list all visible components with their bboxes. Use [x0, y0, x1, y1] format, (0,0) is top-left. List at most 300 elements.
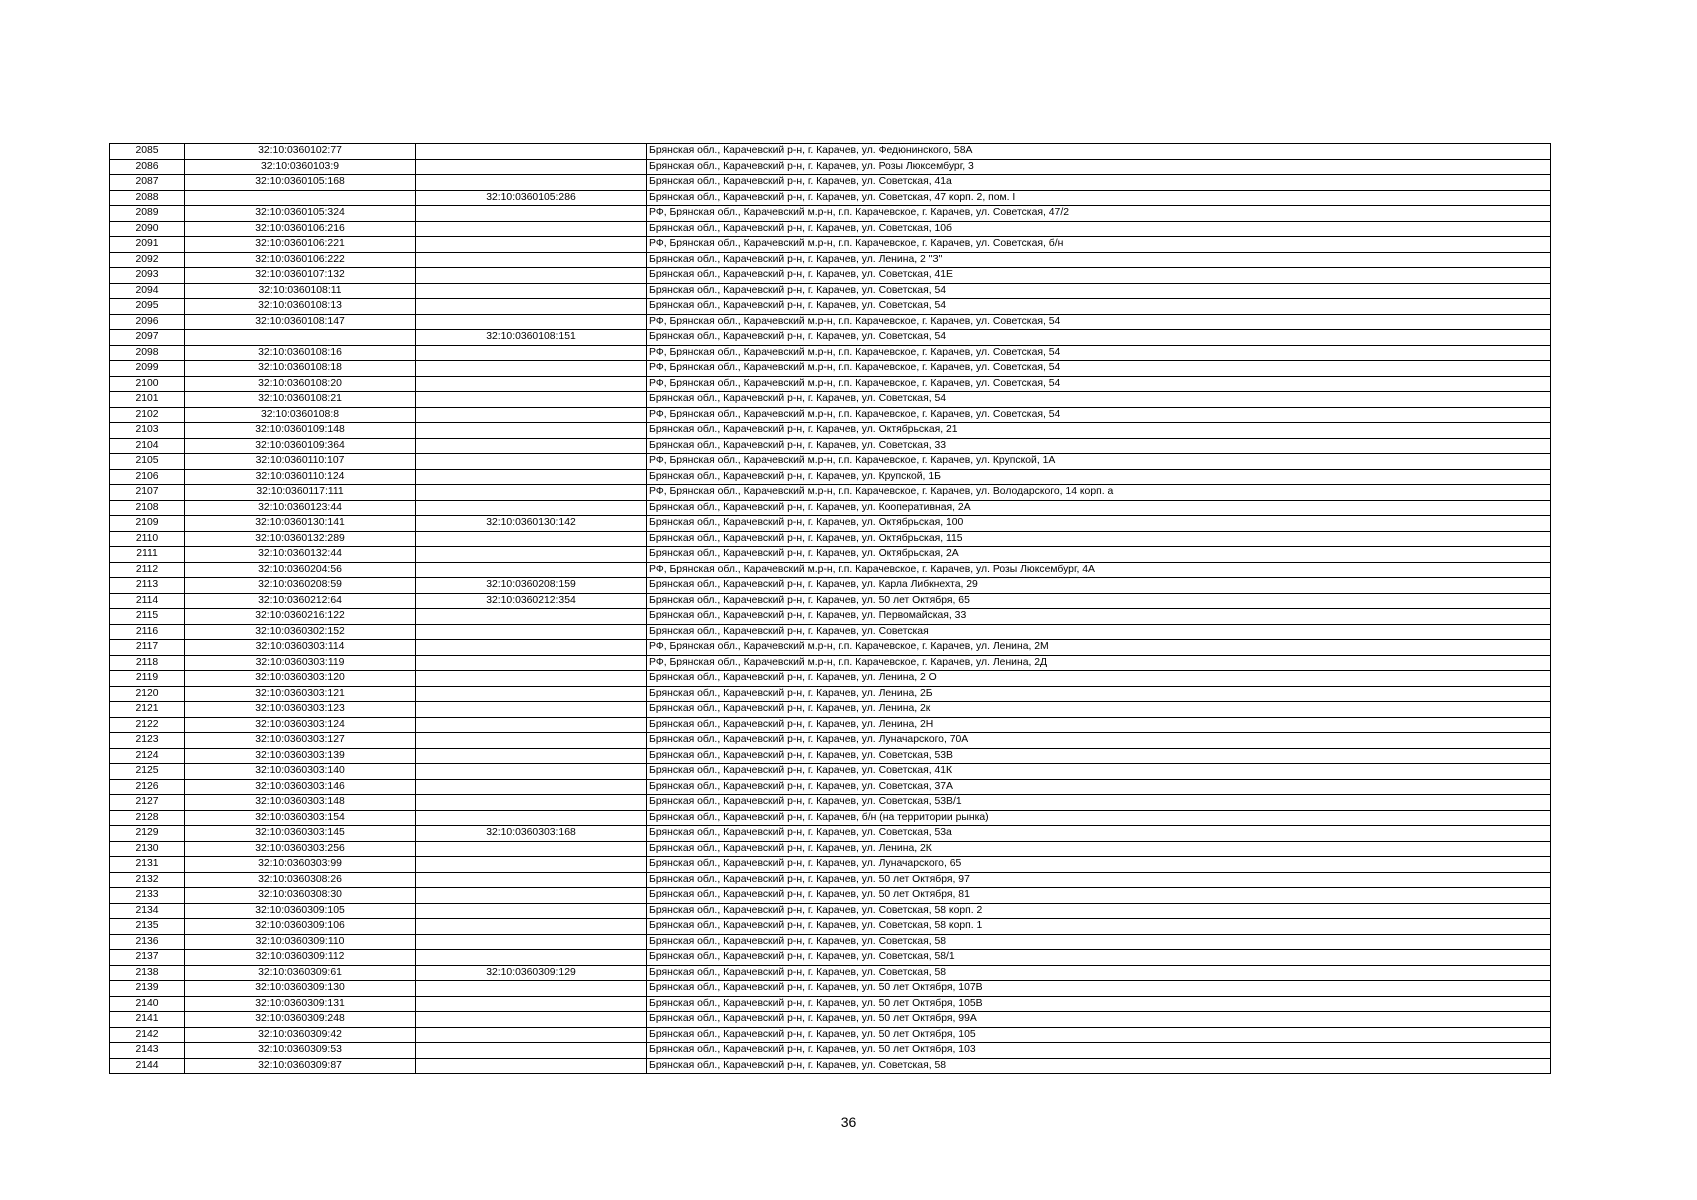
table-row [110, 717, 1551, 733]
address-cell: РФ, Брянская обл., Карачевский м.р-н, г.п. Карачевское, г. Карачев, ул. Розы Люксембург, 4А [647, 562, 1551, 578]
address-cell: Брянская обл., Карачевский р-н, г. Карачев, ул. Советская, 10б [647, 221, 1551, 237]
table-row [110, 578, 1551, 594]
address-cell: Брянская обл., Карачевский р-н, г. Карачев, ул. Ленина, 2Н [647, 717, 1551, 733]
table-row [110, 702, 1551, 718]
related-cadastral-number-cell [416, 779, 647, 795]
row-number-cell: 2093 [110, 268, 185, 284]
table-row [110, 547, 1551, 563]
address-cell: РФ, Брянская обл., Карачевский м.р-н, г.п. Карачевское, г. Карачев, ул. Советская, б/н [647, 237, 1551, 253]
address-cell: Брянская обл., Карачевский р-н, г. Карачев, ул. Советская, 58 [647, 1058, 1551, 1074]
address-cell: Брянская обл., Карачевский р-н, г. Карачев, ул. Октябрьская, 2А [647, 547, 1551, 563]
row-number-cell: 2125 [110, 764, 185, 780]
address-cell: Брянская обл., Карачевский р-н, г. Карачев, ул. 50 лет Октября, 81 [647, 888, 1551, 904]
related-cadastral-number-cell [416, 1027, 647, 1043]
registry-table-body [110, 144, 1551, 1074]
row-number-cell: 2114 [110, 593, 185, 609]
cadastral-number-cell: 32:10:0360308:26 [185, 872, 416, 888]
cadastral-number-cell: 32:10:0360108:147 [185, 314, 416, 330]
table-row [110, 609, 1551, 625]
related-cadastral-number-cell [416, 392, 647, 408]
address-cell: РФ, Брянская обл., Карачевский м.р-н, г.п. Карачевское, г. Карачев, ул. Советская, 54 [647, 314, 1551, 330]
address-cell: Брянская обл., Карачевский р-н, г. Карачев, ул. Кооперативная, 2А [647, 500, 1551, 516]
related-cadastral-number-cell [416, 702, 647, 718]
address-cell: Брянская обл., Карачевский р-н, г. Карачев, ул. Советская, 54 [647, 283, 1551, 299]
row-number-cell: 2136 [110, 934, 185, 950]
address-cell: Брянская обл., Карачевский р-н, г. Карачев, ул. Советская, 54 [647, 299, 1551, 315]
row-number-cell: 2096 [110, 314, 185, 330]
cadastral-number-cell: 32:10:0360108:11 [185, 283, 416, 299]
address-cell: Брянская обл., Карачевский р-н, г. Карачев, ул. Луначарского, 65 [647, 857, 1551, 873]
row-number-cell: 2092 [110, 252, 185, 268]
table-row [110, 934, 1551, 950]
related-cadastral-number-cell [416, 345, 647, 361]
cadastral-number-cell: 32:10:0360309:248 [185, 1012, 416, 1028]
related-cadastral-number-cell [416, 888, 647, 904]
cadastral-number-cell: 32:10:0360309:106 [185, 919, 416, 935]
cadastral-number-cell: 32:10:0360102:77 [185, 144, 416, 160]
row-number-cell: 2131 [110, 857, 185, 873]
table-row [110, 872, 1551, 888]
cadastral-number-cell: 32:10:0360309:110 [185, 934, 416, 950]
related-cadastral-number-cell [416, 407, 647, 423]
row-number-cell: 2134 [110, 903, 185, 919]
cadastral-number-cell: 32:10:0360108:8 [185, 407, 416, 423]
related-cadastral-number-cell [416, 857, 647, 873]
table-row [110, 1027, 1551, 1043]
table-row [110, 376, 1551, 392]
table-row [110, 748, 1551, 764]
related-cadastral-number-cell: 32:10:0360309:129 [416, 965, 647, 981]
related-cadastral-number-cell [416, 175, 647, 191]
address-cell: Брянская обл., Карачевский р-н, г. Карачев, ул. Ленина, 2Б [647, 686, 1551, 702]
related-cadastral-number-cell [416, 686, 647, 702]
cadastral-number-cell: 32:10:0360303:99 [185, 857, 416, 873]
row-number-cell: 2109 [110, 516, 185, 532]
row-number-cell: 2088 [110, 190, 185, 206]
related-cadastral-number-cell [416, 640, 647, 656]
address-cell: Брянская обл., Карачевский р-н, г. Карачев, ул. Советская, 37А [647, 779, 1551, 795]
table-row [110, 593, 1551, 609]
row-number-cell: 2086 [110, 159, 185, 175]
related-cadastral-number-cell [416, 810, 647, 826]
table-row [110, 950, 1551, 966]
address-cell: Брянская обл., Карачевский р-н, г. Карачев, ул. 50 лет Октября, 99А [647, 1012, 1551, 1028]
table-row [110, 810, 1551, 826]
related-cadastral-number-cell [416, 299, 647, 315]
address-cell: Брянская обл., Карачевский р-н, г. Карачев, ул. 50 лет Октября, 107В [647, 981, 1551, 997]
address-cell: Брянская обл., Карачевский р-н, г. Карачев, ул. Ленина, 2к [647, 702, 1551, 718]
address-cell: Брянская обл., Карачевский р-н, г. Карачев, ул. Луначарского, 70А [647, 733, 1551, 749]
related-cadastral-number-cell [416, 934, 647, 950]
cadastral-number-cell: 32:10:0360204:56 [185, 562, 416, 578]
table-row [110, 314, 1551, 330]
address-cell: Брянская обл., Карачевский р-н, г. Карачев, ул. Карла Либкнехта, 29 [647, 578, 1551, 594]
table-row [110, 919, 1551, 935]
related-cadastral-number-cell [416, 500, 647, 516]
related-cadastral-number-cell [416, 531, 647, 547]
related-cadastral-number-cell [416, 795, 647, 811]
cadastral-number-cell: 32:10:0360303:154 [185, 810, 416, 826]
related-cadastral-number-cell [416, 237, 647, 253]
address-cell: Брянская обл., Карачевский р-н, г. Карачев, ул. Советская, 58 корп. 1 [647, 919, 1551, 935]
related-cadastral-number-cell [416, 314, 647, 330]
row-number-cell: 2144 [110, 1058, 185, 1074]
row-number-cell: 2104 [110, 438, 185, 454]
cadastral-number-cell: 32:10:0360309:112 [185, 950, 416, 966]
row-number-cell: 2105 [110, 454, 185, 470]
row-number-cell: 2120 [110, 686, 185, 702]
related-cadastral-number-cell [416, 671, 647, 687]
related-cadastral-number-cell [416, 919, 647, 935]
address-cell: Брянская обл., Карачевский р-н, г. Карачев, ул. Крупской, 1Б [647, 469, 1551, 485]
related-cadastral-number-cell [416, 733, 647, 749]
address-cell: Брянская обл., Карачевский р-н, г. Карачев, ул. Октябрьская, 115 [647, 531, 1551, 547]
table-row [110, 1058, 1551, 1074]
address-cell: Брянская обл., Карачевский р-н, г. Карачев, ул. 50 лет Октября, 65 [647, 593, 1551, 609]
table-row [110, 407, 1551, 423]
related-cadastral-number-cell: 32:10:0360130:142 [416, 516, 647, 532]
row-number-cell: 2124 [110, 748, 185, 764]
table-row [110, 624, 1551, 640]
table-row [110, 903, 1551, 919]
cadastral-number-cell: 32:10:0360110:107 [185, 454, 416, 470]
cadastral-number-cell: 32:10:0360303:145 [185, 826, 416, 842]
cadastral-number-cell: 32:10:0360216:122 [185, 609, 416, 625]
row-number-cell: 2087 [110, 175, 185, 191]
table-row [110, 454, 1551, 470]
row-number-cell: 2095 [110, 299, 185, 315]
related-cadastral-number-cell [416, 252, 647, 268]
address-cell: Брянская обл., Карачевский р-н, г. Карачев, ул. Советская, 33 [647, 438, 1551, 454]
related-cadastral-number-cell [416, 469, 647, 485]
cadastral-number-cell: 32:10:0360303:120 [185, 671, 416, 687]
address-cell: Брянская обл., Карачевский р-н, г. Карачев, ул. 50 лет Октября, 97 [647, 872, 1551, 888]
address-cell: Брянская обл., Карачевский р-н, г. Карачев, ул. Советская, 47 корп. 2, пом. I [647, 190, 1551, 206]
cadastral-number-cell: 32:10:0360123:44 [185, 500, 416, 516]
address-cell: Брянская обл., Карачевский р-н, г. Карачев, ул. Октябрьская, 100 [647, 516, 1551, 532]
cadastral-number-cell: 32:10:0360105:168 [185, 175, 416, 191]
cadastral-number-cell: 32:10:0360132:44 [185, 547, 416, 563]
address-cell: Брянская обл., Карачевский р-н, г. Карачев, ул. Федюнинского, 58А [647, 144, 1551, 160]
table-row [110, 764, 1551, 780]
cadastral-number-cell: 32:10:0360309:130 [185, 981, 416, 997]
table-row [110, 500, 1551, 516]
related-cadastral-number-cell: 32:10:0360212:354 [416, 593, 647, 609]
address-cell: Брянская обл., Карачевский р-н, г. Карачев, ул. Советская, 58 [647, 965, 1551, 981]
row-number-cell: 2116 [110, 624, 185, 640]
cadastral-number-cell: 32:10:0360303:139 [185, 748, 416, 764]
address-cell: Брянская обл., Карачевский р-н, г. Карачев, ул. Советская, 53В [647, 748, 1551, 764]
address-cell: Брянская обл., Карачевский р-н, г. Карачев, ул. Ленина, 2К [647, 841, 1551, 857]
address-cell: Брянская обл., Карачевский р-н, г. Карачев, ул. Первомайская, 33 [647, 609, 1551, 625]
row-number-cell: 2106 [110, 469, 185, 485]
row-number-cell: 2123 [110, 733, 185, 749]
address-cell: Брянская обл., Карачевский р-н, г. Карачев, ул. Советская, 58/1 [647, 950, 1551, 966]
row-number-cell: 2127 [110, 795, 185, 811]
cadastral-number-cell: 32:10:0360108:18 [185, 361, 416, 377]
cadastral-number-cell: 32:10:0360303:114 [185, 640, 416, 656]
row-number-cell: 2117 [110, 640, 185, 656]
cadastral-number-cell: 32:10:0360132:289 [185, 531, 416, 547]
related-cadastral-number-cell [416, 485, 647, 501]
cadastral-number-cell: 32:10:0360303:123 [185, 702, 416, 718]
table-row [110, 857, 1551, 873]
row-number-cell: 2112 [110, 562, 185, 578]
cadastral-number-cell: 32:10:0360108:16 [185, 345, 416, 361]
address-cell: РФ, Брянская обл., Карачевский м.р-н, г.п. Карачевское, г. Карачев, ул. Володарского, 14 корп. а [647, 485, 1551, 501]
related-cadastral-number-cell [416, 144, 647, 160]
address-cell: РФ, Брянская обл., Карачевский м.р-н, г.п. Карачевское, г. Карачев, ул. Ленина, 2М [647, 640, 1551, 656]
cadastral-number-cell: 32:10:0360106:221 [185, 237, 416, 253]
cadastral-number-cell: 32:10:0360303:256 [185, 841, 416, 857]
row-number-cell: 2103 [110, 423, 185, 439]
table-row [110, 283, 1551, 299]
table-row [110, 190, 1551, 206]
cadastral-number-cell: 32:10:0360308:30 [185, 888, 416, 904]
row-number-cell: 2090 [110, 221, 185, 237]
cadastral-number-cell: 32:10:0360109:364 [185, 438, 416, 454]
row-number-cell: 2099 [110, 361, 185, 377]
row-number-cell: 2130 [110, 841, 185, 857]
cadastral-number-cell: 32:10:0360309:131 [185, 996, 416, 1012]
related-cadastral-number-cell [416, 376, 647, 392]
related-cadastral-number-cell [416, 841, 647, 857]
related-cadastral-number-cell [416, 454, 647, 470]
cadastral-number-cell: 32:10:0360303:119 [185, 655, 416, 671]
table-row [110, 1012, 1551, 1028]
table-row [110, 268, 1551, 284]
table-row [110, 841, 1551, 857]
table-row [110, 330, 1551, 346]
cadastral-number-cell: 32:10:0360110:124 [185, 469, 416, 485]
row-number-cell: 2126 [110, 779, 185, 795]
table-row [110, 733, 1551, 749]
table-row [110, 1043, 1551, 1059]
related-cadastral-number-cell [416, 981, 647, 997]
table-row [110, 299, 1551, 315]
related-cadastral-number-cell [416, 547, 647, 563]
table-row [110, 640, 1551, 656]
table-row [110, 981, 1551, 997]
table-row [110, 671, 1551, 687]
cadastral-number-cell: 32:10:0360309:87 [185, 1058, 416, 1074]
row-number-cell: 2089 [110, 206, 185, 222]
cadastral-number-cell: 32:10:0360117:111 [185, 485, 416, 501]
row-number-cell: 2133 [110, 888, 185, 904]
table-row [110, 531, 1551, 547]
cadastral-number-cell: 32:10:0360108:21 [185, 392, 416, 408]
cadastral-number-cell: 32:10:0360105:324 [185, 206, 416, 222]
cadastral-number-cell: 32:10:0360303:146 [185, 779, 416, 795]
address-cell: Брянская обл., Карачевский р-н, г. Карачев, ул. Советская, 58 корп. 2 [647, 903, 1551, 919]
address-cell: РФ, Брянская обл., Карачевский м.р-н, г.п. Карачевское, г. Карачев, ул. Советская, 47/2 [647, 206, 1551, 222]
cadastral-number-cell: 32:10:0360106:216 [185, 221, 416, 237]
table-row [110, 888, 1551, 904]
address-cell: Брянская обл., Карачевский р-н, г. Карачев, ул. Октябрьская, 21 [647, 423, 1551, 439]
row-number-cell: 2100 [110, 376, 185, 392]
related-cadastral-number-cell [416, 950, 647, 966]
address-cell: РФ, Брянская обл., Карачевский м.р-н, г.п. Карачевское, г. Карачев, ул. Советская, 54 [647, 376, 1551, 392]
row-number-cell: 2111 [110, 547, 185, 563]
address-cell: Брянская обл., Карачевский р-н, г. Карачев, ул. Ленина, 2 О [647, 671, 1551, 687]
related-cadastral-number-cell [416, 206, 647, 222]
address-cell: Брянская обл., Карачевский р-н, г. Карачев, ул. 50 лет Октября, 105 [647, 1027, 1551, 1043]
row-number-cell: 2138 [110, 965, 185, 981]
related-cadastral-number-cell [416, 562, 647, 578]
page-number: 36 [840, 1114, 857, 1130]
related-cadastral-number-cell: 32:10:0360303:168 [416, 826, 647, 842]
cadastral-number-cell [185, 190, 416, 206]
table-row [110, 562, 1551, 578]
row-number-cell: 2143 [110, 1043, 185, 1059]
address-cell: РФ, Брянская обл., Карачевский м.р-н, г.п. Карачевское, г. Карачев, ул. Ленина, 2Д [647, 655, 1551, 671]
row-number-cell: 2101 [110, 392, 185, 408]
address-cell: Брянская обл., Карачевский р-н, г. Карачев, ул. Советская, 41Е [647, 268, 1551, 284]
cadastral-number-cell: 32:10:0360109:148 [185, 423, 416, 439]
row-number-cell: 2118 [110, 655, 185, 671]
related-cadastral-number-cell [416, 1058, 647, 1074]
related-cadastral-number-cell: 32:10:0360208:159 [416, 578, 647, 594]
cadastral-number-cell: 32:10:0360309:61 [185, 965, 416, 981]
address-cell: Брянская обл., Карачевский р-н, г. Карачев, ул. Советская, 58 [647, 934, 1551, 950]
address-cell: РФ, Брянская обл., Карачевский м.р-н, г.п. Карачевское, г. Карачев, ул. Крупской, 1А [647, 454, 1551, 470]
row-number-cell: 2142 [110, 1027, 185, 1043]
table-row [110, 965, 1551, 981]
address-cell: Брянская обл., Карачевский р-н, г. Карачев, ул. Советская [647, 624, 1551, 640]
row-number-cell: 2128 [110, 810, 185, 826]
related-cadastral-number-cell [416, 624, 647, 640]
table-row [110, 144, 1551, 160]
related-cadastral-number-cell [416, 764, 647, 780]
row-number-cell: 2132 [110, 872, 185, 888]
table-row [110, 438, 1551, 454]
row-number-cell: 2102 [110, 407, 185, 423]
related-cadastral-number-cell [416, 423, 647, 439]
table-row [110, 996, 1551, 1012]
cadastral-number-cell: 32:10:0360103:9 [185, 159, 416, 175]
table-row [110, 206, 1551, 222]
cadastral-number-cell: 32:10:0360212:64 [185, 593, 416, 609]
related-cadastral-number-cell [416, 872, 647, 888]
table-row [110, 175, 1551, 191]
table-row [110, 469, 1551, 485]
address-cell: Брянская обл., Карачевский р-н, г. Карачев, ул. Ленина, 2 "З" [647, 252, 1551, 268]
row-number-cell: 2135 [110, 919, 185, 935]
cadastral-number-cell: 32:10:0360302:152 [185, 624, 416, 640]
related-cadastral-number-cell: 32:10:0360108:151 [416, 330, 647, 346]
table-row [110, 485, 1551, 501]
registry-table [109, 143, 1551, 1074]
row-number-cell: 2091 [110, 237, 185, 253]
table-row [110, 779, 1551, 795]
table-row [110, 686, 1551, 702]
row-number-cell: 2098 [110, 345, 185, 361]
address-cell: РФ, Брянская обл., Карачевский м.р-н, г.п. Карачевское, г. Карачев, ул. Советская, 54 [647, 361, 1551, 377]
table-row [110, 795, 1551, 811]
address-cell: Брянская обл., Карачевский р-н, г. Карачев, ул. Розы Люксембург, 3 [647, 159, 1551, 175]
row-number-cell: 2115 [110, 609, 185, 625]
related-cadastral-number-cell [416, 268, 647, 284]
address-cell: РФ, Брянская обл., Карачевский м.р-н, г.п. Карачевское, г. Карачев, ул. Советская, 54 [647, 345, 1551, 361]
row-number-cell: 2113 [110, 578, 185, 594]
cadastral-number-cell: 32:10:0360303:127 [185, 733, 416, 749]
related-cadastral-number-cell [416, 609, 647, 625]
row-number-cell: 2097 [110, 330, 185, 346]
table-row [110, 159, 1551, 175]
address-cell: Брянская обл., Карачевский р-н, г. Карачев, ул. Советская, 41а [647, 175, 1551, 191]
cadastral-number-cell: 32:10:0360309:42 [185, 1027, 416, 1043]
table-row [110, 516, 1551, 532]
cadastral-number-cell: 32:10:0360108:20 [185, 376, 416, 392]
address-cell: Брянская обл., Карачевский р-н, г. Карачев, ул. Советская, 53В/1 [647, 795, 1551, 811]
row-number-cell: 2085 [110, 144, 185, 160]
related-cadastral-number-cell [416, 903, 647, 919]
related-cadastral-number-cell [416, 283, 647, 299]
row-number-cell: 2137 [110, 950, 185, 966]
table-row [110, 345, 1551, 361]
table-row [110, 392, 1551, 408]
cadastral-number-cell: 32:10:0360309:105 [185, 903, 416, 919]
address-cell: Брянская обл., Карачевский р-н, г. Карачев, б/н (на территории рынка) [647, 810, 1551, 826]
address-cell: РФ, Брянская обл., Карачевский м.р-н, г.п. Карачевское, г. Карачев, ул. Советская, 54 [647, 407, 1551, 423]
cadastral-number-cell: 32:10:0360303:140 [185, 764, 416, 780]
cadastral-number-cell: 32:10:0360303:124 [185, 717, 416, 733]
address-cell: Брянская обл., Карачевский р-н, г. Карачев, ул. 50 лет Октября, 103 [647, 1043, 1551, 1059]
row-number-cell: 2140 [110, 996, 185, 1012]
row-number-cell: 2129 [110, 826, 185, 842]
related-cadastral-number-cell [416, 748, 647, 764]
related-cadastral-number-cell: 32:10:0360105:286 [416, 190, 647, 206]
related-cadastral-number-cell [416, 438, 647, 454]
address-cell: Брянская обл., Карачевский р-н, г. Карачев, ул. 50 лет Октября, 105В [647, 996, 1551, 1012]
table-row [110, 361, 1551, 377]
related-cadastral-number-cell [416, 1043, 647, 1059]
table-row [110, 237, 1551, 253]
related-cadastral-number-cell [416, 996, 647, 1012]
table-row [110, 826, 1551, 842]
related-cadastral-number-cell [416, 361, 647, 377]
row-number-cell: 2108 [110, 500, 185, 516]
address-cell: Брянская обл., Карачевский р-н, г. Карачев, ул. Советская, 53а [647, 826, 1551, 842]
row-number-cell: 2121 [110, 702, 185, 718]
related-cadastral-number-cell [416, 717, 647, 733]
cadastral-number-cell: 32:10:0360303:148 [185, 795, 416, 811]
row-number-cell: 2107 [110, 485, 185, 501]
related-cadastral-number-cell [416, 655, 647, 671]
row-number-cell: 2139 [110, 981, 185, 997]
cadastral-number-cell: 32:10:0360108:13 [185, 299, 416, 315]
address-cell: Брянская обл., Карачевский р-н, г. Карачев, ул. Советская, 41К [647, 764, 1551, 780]
table-row [110, 655, 1551, 671]
table-row [110, 252, 1551, 268]
cadastral-number-cell [185, 330, 416, 346]
row-number-cell: 2119 [110, 671, 185, 687]
cadastral-number-cell: 32:10:0360107:132 [185, 268, 416, 284]
related-cadastral-number-cell [416, 221, 647, 237]
table-row [110, 221, 1551, 237]
related-cadastral-number-cell [416, 159, 647, 175]
address-cell: Брянская обл., Карачевский р-н, г. Карачев, ул. Советская, 54 [647, 330, 1551, 346]
cadastral-number-cell: 32:10:0360130:141 [185, 516, 416, 532]
cadastral-number-cell: 32:10:0360208:59 [185, 578, 416, 594]
cadastral-number-cell: 32:10:0360309:53 [185, 1043, 416, 1059]
cadastral-number-cell: 32:10:0360106:222 [185, 252, 416, 268]
cadastral-number-cell: 32:10:0360303:121 [185, 686, 416, 702]
row-number-cell: 2094 [110, 283, 185, 299]
table-row [110, 423, 1551, 439]
row-number-cell: 2110 [110, 531, 185, 547]
address-cell: Брянская обл., Карачевский р-н, г. Карачев, ул. Советская, 54 [647, 392, 1551, 408]
